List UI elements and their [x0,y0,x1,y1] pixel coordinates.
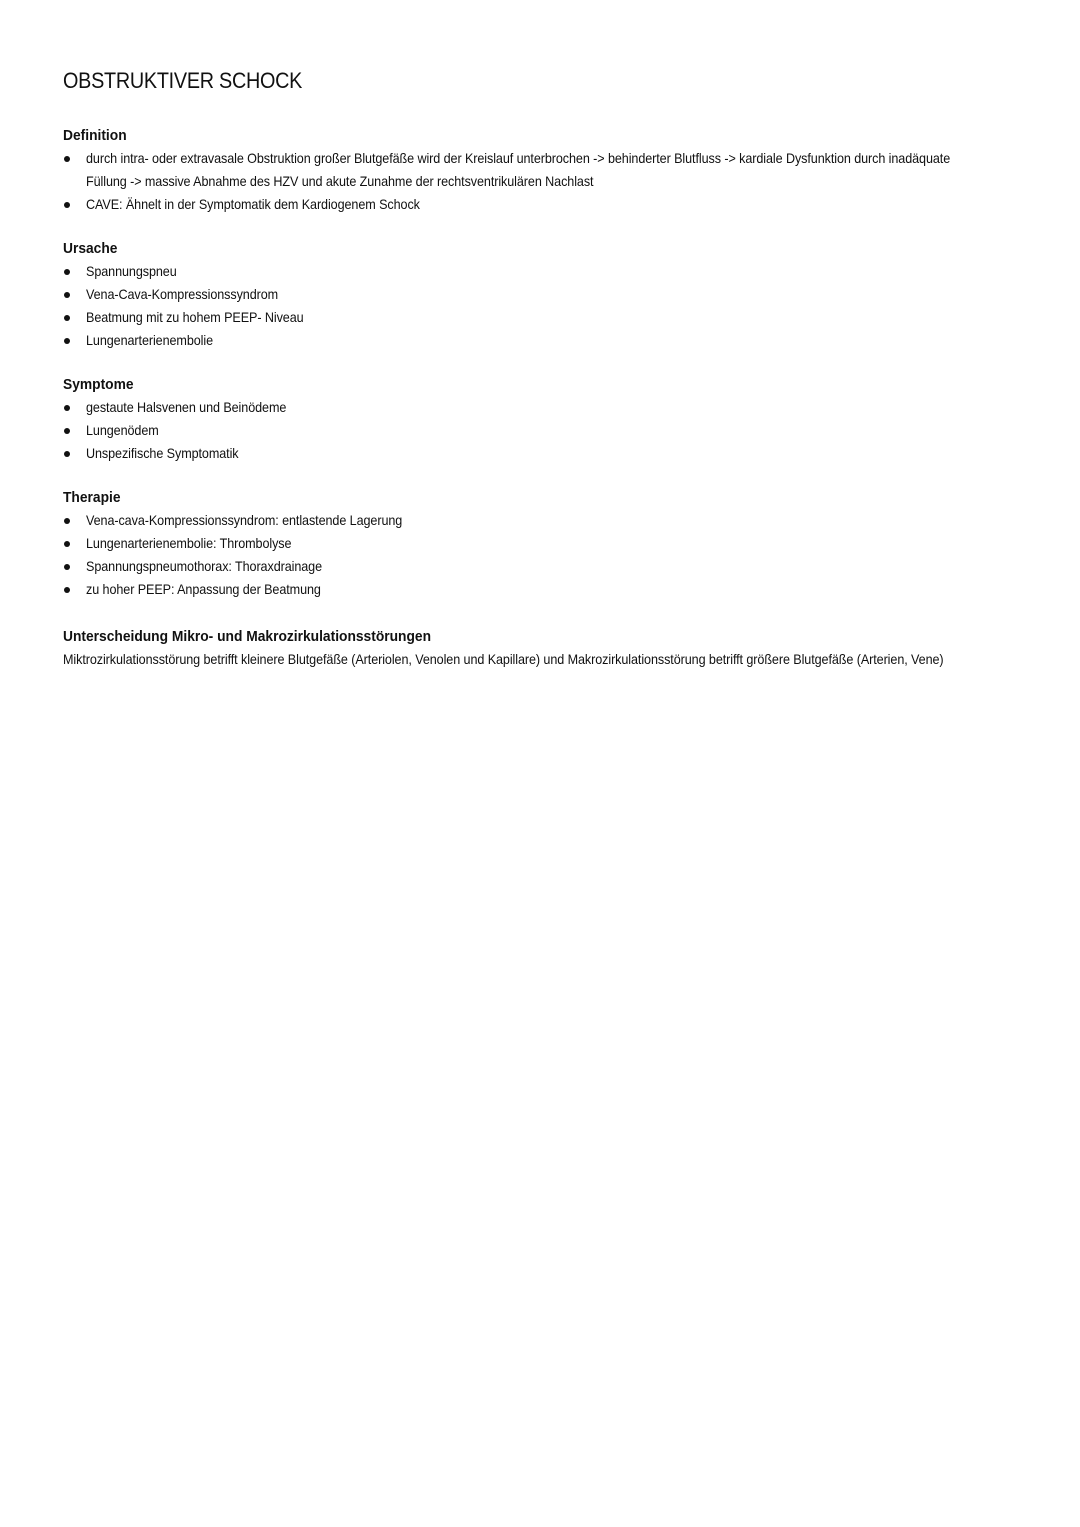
list-item: Lungenarterienembolie [63,329,1003,352]
list-item: durch intra- oder extravasale Obstruktion großer Blutgefäße wird der Kreislauf unterbrochen -> behinderter Blutfluss -> kardiale Dysfunktion durch inadäquate Füllung -> massive Abnahme des HZV und akute Zunahme der rechtsventrikulären Nachlast [63,147,1003,193]
bullet-icon [64,292,70,298]
document-title: OBSTRUKTIVER SCHOCK [63,68,303,93]
list-item: Spannungspneu [63,260,1003,283]
list-item: gestaute Halsvenen und Beinödeme [63,396,1003,419]
section-definition [63,124,1003,216]
bullet-list [63,260,1003,352]
section-paragraph: Miktrozirkulationsstörung betrifft kleinere Blutgefäße (Arteriolen, Venolen und Kapillare) und Makrozirkulationsstörung betrifft größere Blutgefäße (Arterien, Vene) [63,651,944,667]
bullet-icon [64,564,70,570]
section-unterscheidung [63,625,1003,671]
section-heading: Symptome [63,376,134,393]
section-heading: Therapie [63,489,121,506]
list-item: Unspezifische Symptomatik [63,442,1003,465]
list-item: Lungenödem [63,419,1003,442]
bullet-icon [64,405,70,411]
list-item: Vena-Cava-Kompressionssyndrom [63,283,1003,306]
section-therapie [63,486,1003,601]
bullet-icon [64,338,70,344]
bullet-icon [64,518,70,524]
bullet-icon [64,587,70,593]
list-item: CAVE: Ähnelt in der Symptomatik dem Kardiogenem Schock [63,193,1003,216]
list-item: Spannungspneumothorax: Thoraxdrainage [63,555,1003,578]
bullet-icon [64,269,70,275]
list-item: Beatmung mit zu hohem PEEP- Niveau [63,306,1003,329]
section-symptome [63,373,1003,465]
section-heading: Definition [63,127,127,144]
bullet-icon [64,451,70,457]
document-page [63,66,1003,692]
list-item: Vena-cava-Kompressionssyndrom: entlastende Lagerung [63,509,1003,532]
list-item: zu hoher PEEP: Anpassung der Beatmung [63,578,1003,601]
bullet-icon [64,315,70,321]
bullet-icon [64,156,70,162]
bullet-icon [64,428,70,434]
bullet-list [63,509,1003,601]
bullet-icon [64,202,70,208]
section-heading: Unterscheidung Mikro- und Makrozirkulationsstörungen [63,628,432,645]
list-item: Lungenarterienembolie: Thrombolyse [63,532,1003,555]
section-ursache [63,237,1003,352]
section-heading: Ursache [63,240,118,257]
bullet-list [63,396,1003,465]
bullet-icon [64,541,70,547]
bullet-list [63,147,1003,216]
